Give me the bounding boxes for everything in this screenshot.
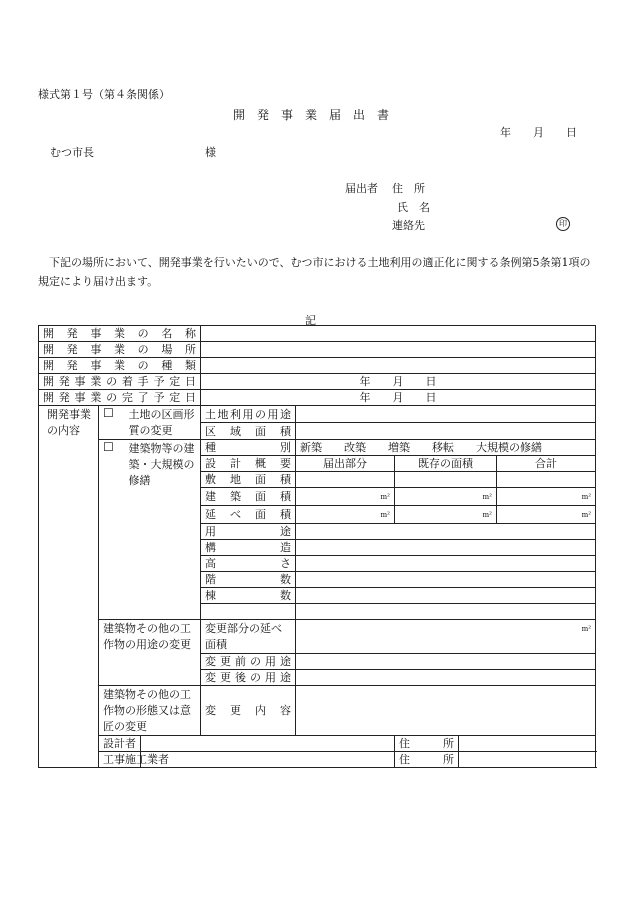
change-content-label: 変更内容 [201, 686, 296, 736]
notifier-address-label: 住 所 [392, 182, 425, 195]
start-date[interactable]: 年 月 日 [201, 374, 596, 390]
floors-value[interactable] [296, 572, 596, 588]
building-area-label: 建築面積 [201, 488, 296, 506]
land-use-label: 土地利用の用途 [201, 406, 296, 423]
notifier-contact-label: 連絡先 [392, 219, 425, 232]
designer-label: 設計者 [99, 736, 141, 752]
floor-area-notified[interactable]: m² [296, 506, 395, 524]
use-change-label: 建築物その他の工作物の用途の変更 [99, 620, 201, 686]
form-change-label: 建築物その他の工作物の形態又は意匠の変更 [99, 686, 201, 736]
design-label: 設計概要 [201, 456, 296, 472]
site-area-existing[interactable] [395, 472, 497, 488]
kind-options[interactable]: 新築 改築 増築 移転 大規模の修繕 [296, 440, 596, 456]
change-content-value[interactable] [296, 686, 596, 736]
structure-label: 構造 [201, 540, 296, 556]
col-notified: 届出部分 [296, 456, 395, 472]
land-change-checkbox[interactable]: ☐ [99, 406, 129, 440]
after-use-label: 変更後の用途 [201, 670, 296, 686]
location-value[interactable] [201, 342, 596, 358]
count-value[interactable] [296, 588, 596, 604]
document-title: 開 発 事 業 届 出 書 [233, 108, 390, 122]
building-checkbox[interactable]: ☐ [99, 440, 129, 620]
before-use-label: 変更前の用途 [201, 654, 296, 670]
form-table [38, 325, 596, 768]
site-area-label: 敷地面積 [201, 472, 296, 488]
row-form-change [39, 686, 596, 736]
changed-floor-area-label: 変更部分の延べ面積 [201, 620, 296, 654]
type-value[interactable] [201, 358, 596, 374]
floor-area-label: 延べ面積 [201, 506, 296, 524]
building-area-total[interactable]: m² [497, 488, 596, 506]
count-label: 棟数 [201, 588, 296, 604]
contractor-address-value[interactable] [459, 752, 596, 768]
site-area-total[interactable] [497, 472, 596, 488]
seal-icon: 印 [556, 216, 570, 231]
building-area-notified[interactable]: m² [296, 488, 395, 506]
usage-label: 用途 [201, 524, 296, 540]
floor-area-existing[interactable]: m² [395, 506, 497, 524]
row-land-use [39, 406, 596, 423]
area-label: 区域面積 [201, 423, 296, 440]
end-date[interactable]: 年 月 日 [201, 390, 596, 406]
name-value[interactable] [201, 326, 596, 342]
area-value[interactable] [296, 423, 596, 440]
height-label: 高さ [201, 556, 296, 572]
building-label: 建築物等の建築・大規模の修繕 [129, 440, 201, 620]
floors-label: 階数 [201, 572, 296, 588]
contractor-label: 工事施工業者 [99, 752, 141, 768]
row-start [39, 374, 596, 390]
before-use-value[interactable] [296, 654, 596, 670]
contractor-value[interactable] [141, 752, 395, 768]
notifier-name-label: 氏 名 [397, 201, 430, 214]
contractor-address-label: 住所 [395, 752, 459, 768]
body-paragraph: 下記の場所において、開発事業を行いたいので、むつ市における土地利用の適正化に関する条例第5条第1項の規定により届け出ます。 [38, 256, 591, 288]
start-label: 開発事業の着手予定日 [39, 374, 201, 390]
ki-heading: 記 [305, 314, 316, 327]
kind-label: 種別 [201, 440, 296, 456]
end-label: 開発事業の完了予定日 [39, 390, 201, 406]
type-label: 開発事業の種類 [39, 358, 201, 374]
building-area-existing[interactable]: m² [395, 488, 497, 506]
row-designer [39, 736, 596, 752]
row-changed-floor-area [39, 620, 596, 654]
date-line: 年 月 日 [500, 126, 577, 139]
notifier-label: 届出者 [345, 182, 378, 195]
floor-area-total[interactable]: m² [497, 506, 596, 524]
filler-label [201, 604, 296, 620]
usage-value[interactable] [296, 524, 596, 540]
filler-value [296, 604, 596, 620]
name-label: 開発事業の名称 [39, 326, 201, 342]
row-name [39, 326, 596, 342]
col-total: 合計 [497, 456, 596, 472]
location-label: 開発事業の場所 [39, 342, 201, 358]
row-end [39, 390, 596, 406]
site-area-notified[interactable] [296, 472, 395, 488]
row-location [39, 342, 596, 358]
changed-floor-area-value[interactable]: m² [296, 620, 596, 654]
land-change-label: 土地の区画形質の変更 [129, 406, 201, 440]
row-type [39, 358, 596, 374]
row-contractor [39, 752, 596, 768]
row-kind [39, 440, 596, 456]
addressee: むつ市長 [50, 146, 94, 159]
content-label: 開発事業の内容 [39, 406, 99, 768]
designer-value[interactable] [141, 736, 395, 752]
after-use-value[interactable] [296, 670, 596, 686]
designer-address-value[interactable] [459, 736, 596, 752]
land-use-value[interactable] [296, 406, 596, 423]
honorific: 様 [205, 146, 216, 159]
col-existing: 既存の面積 [395, 456, 497, 472]
designer-address-label: 住所 [395, 736, 459, 752]
height-value[interactable] [296, 556, 596, 572]
form-number: 様式第１号（第４条関係） [38, 88, 170, 101]
structure-value[interactable] [296, 540, 596, 556]
